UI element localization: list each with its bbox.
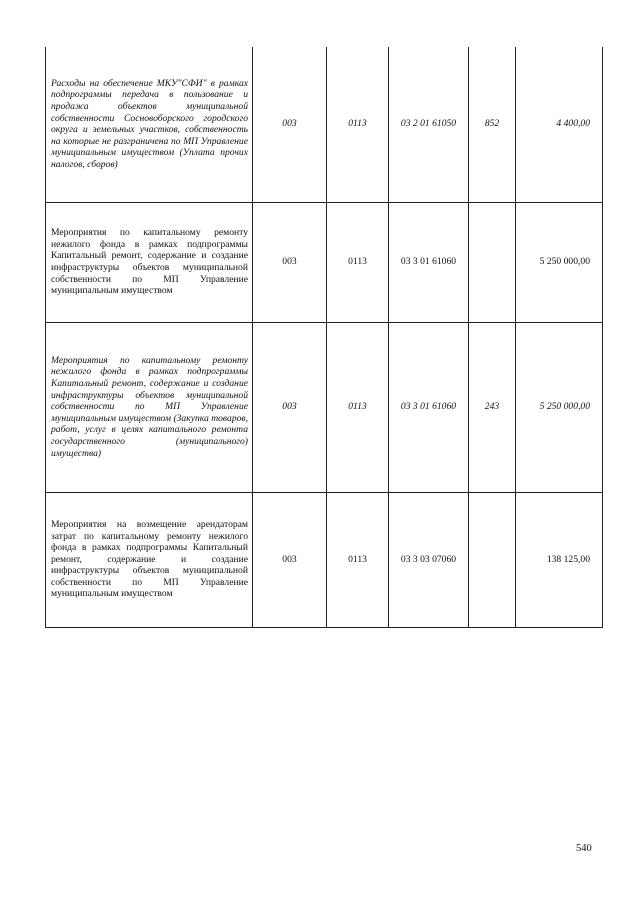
budget-table xyxy=(45,47,603,628)
section-code: 0113 xyxy=(327,47,389,202)
page-number: 540 xyxy=(576,843,592,854)
target-article-code: 03 3 03 07060 xyxy=(389,492,469,627)
expense-type-code: 243 xyxy=(469,322,516,492)
row-description: Мероприятия по капитальному ремонту нежилого фонда в рамках подпрограммы Капитальный ремонт, содержание и создание инфраструктуры объектов муниципальной собственности по МП Управление муниципальным имуществом (Закупка товаров, работ, услуг в целях капитального ремонта государственного (муниципального) имущества) xyxy=(46,322,253,492)
amount: 138 125,00 xyxy=(516,492,603,627)
expense-type-code xyxy=(469,202,516,322)
amount: 5 250 000,00 xyxy=(516,202,603,322)
section-code: 0113 xyxy=(327,322,389,492)
ministry-code: 003 xyxy=(253,47,327,202)
section-code: 0113 xyxy=(327,492,389,627)
ministry-code: 003 xyxy=(253,202,327,322)
amount: 4 400,00 xyxy=(516,47,603,202)
amount: 5 250 000,00 xyxy=(516,322,603,492)
target-article-code: 03 2 01 61050 xyxy=(389,47,469,202)
target-article-code: 03 3 01 61060 xyxy=(389,202,469,322)
row-description: Мероприятия на возмещение арендаторам затрат по капитальному ремонту нежилого фонда в рамках подпрограммы Капитальный ремонт, содержание и создание инфраструктуры объектов муниципальной собственности по МП Управление муниципальным имуществом xyxy=(46,492,253,627)
expense-type-code: 852 xyxy=(469,47,516,202)
ministry-code: 003 xyxy=(253,322,327,492)
target-article-code: 03 3 01 61060 xyxy=(389,322,469,492)
row-description: Расходы на обеспечение МКУ"СФИ" в рамках подпрограммы передача в пользование и продажа объектов муниципальной собственности Сосновоборского городского округа и земельных участков, собственность на которые не разграничена по МП Управление муниципальным имуществом (Уплата прочих налогов, сборов) xyxy=(46,47,253,202)
table-row xyxy=(46,492,603,627)
section-code: 0113 xyxy=(327,202,389,322)
expense-type-code xyxy=(469,492,516,627)
table-row xyxy=(46,202,603,322)
table-row xyxy=(46,47,603,202)
row-description: Мероприятия по капитальному ремонту нежилого фонда в рамках подпрограммы Капитальный ремонт, содержание и создание инфраструктуры объектов муниципальной собственности по МП Управление муниципальным имуществом xyxy=(46,202,253,322)
ministry-code: 003 xyxy=(253,492,327,627)
table-row xyxy=(46,322,603,492)
